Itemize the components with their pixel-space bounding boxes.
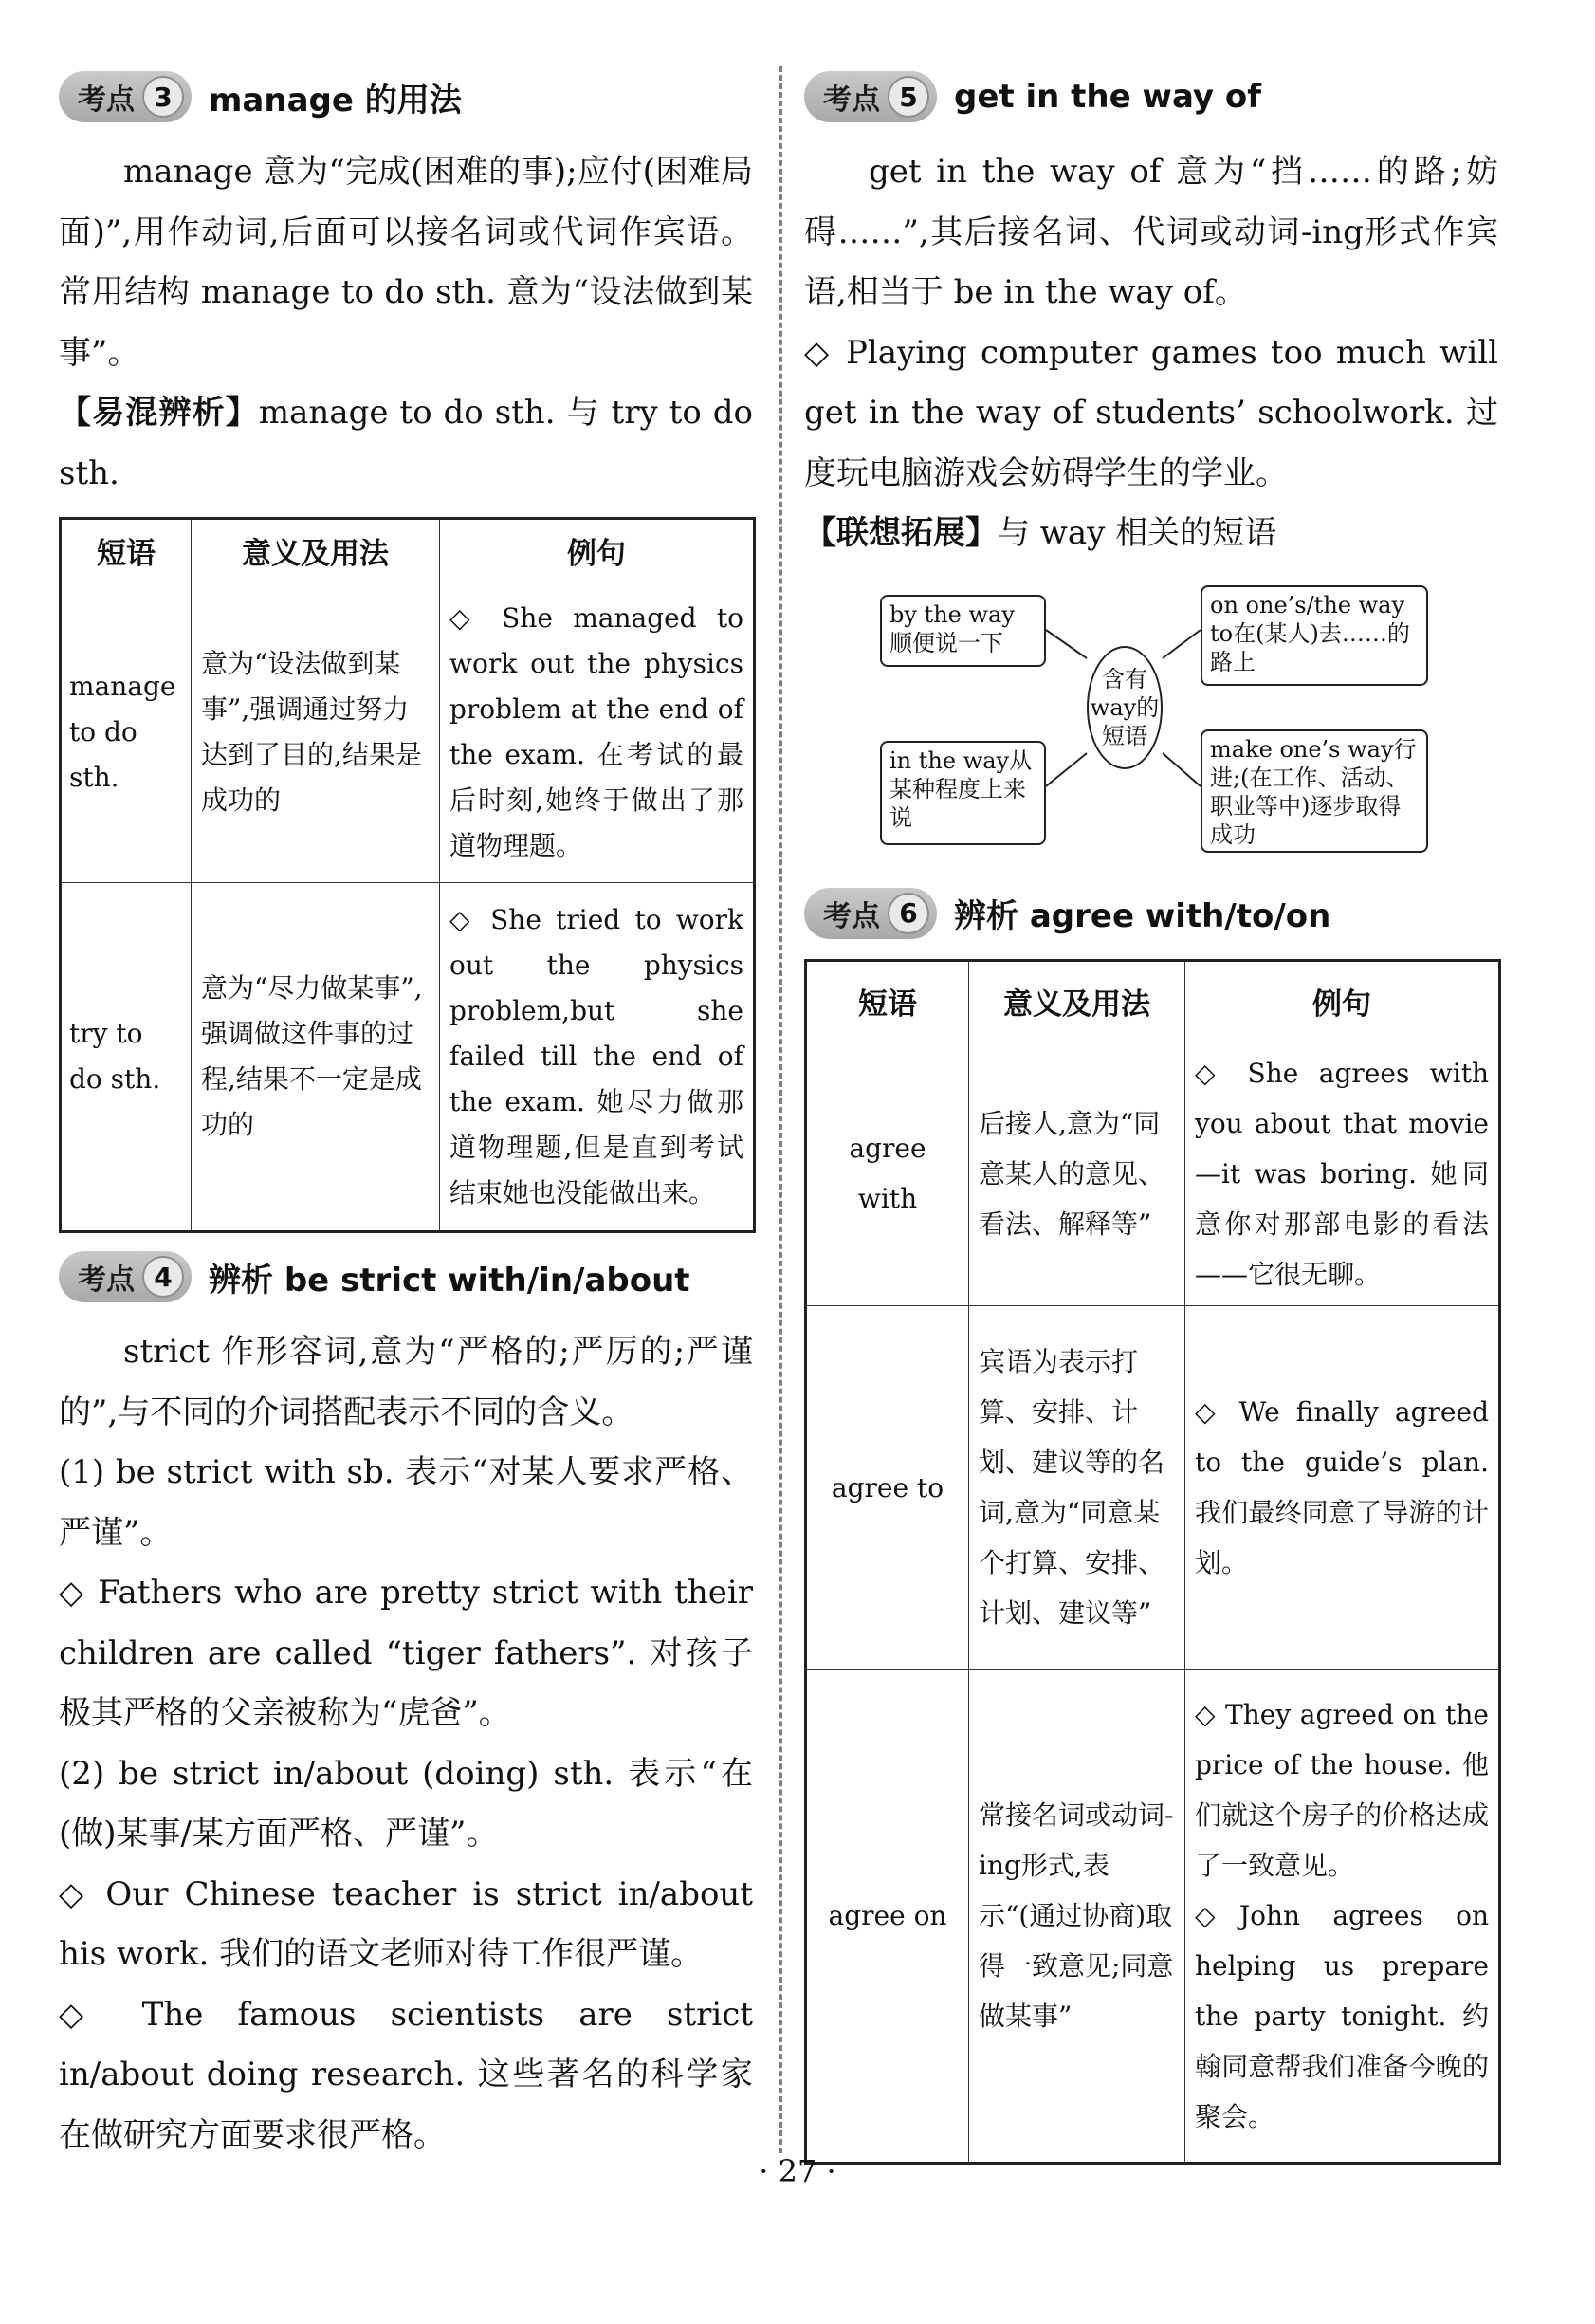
way-phrases-mindmap [804, 578, 1498, 862]
kd4-intro: strict 作形容词,意为“严格的;严厉的;严谨的”,与不同的介词搭配表示不同的含义。 [59, 1333, 753, 1431]
kd5-badge-number: 5 [888, 76, 929, 118]
kd5-badge-label: 考点 [823, 83, 880, 117]
kd4-example-2: ◇ Our Chinese teacher is strict in/about his work. 我们的语文老师对待工作很严谨。 [59, 1874, 753, 1973]
kd6-title: 辨析 agree with/to/on [954, 897, 1331, 935]
kd6-table [804, 959, 1501, 2165]
kd5-heading [804, 66, 1498, 127]
example-cell: ◇ She tried to work out the physics problem,but she failed till the end of the exam. 她尽力做那道物理题,但是直到考试结束她也没能做出来。 [440, 883, 755, 1232]
mindmap-node-on-the-way-to: on one’s/the way to在(某人)去……的路上 [1201, 585, 1428, 686]
meaning-cell: 意为“尽力做某事”,强调做这件事的过程,结果不一定是成功的 [192, 883, 440, 1232]
kd5-note-text: 与 way 相关的短语 [998, 514, 1277, 552]
kd4-example-1: ◇ Fathers who are pretty strict with their children are called “tiger fathers”. 对孩子极其严格的父亲被称为“虎爸”。 [59, 1574, 753, 1732]
kd3-note-label: 【易混辨析】 [59, 394, 259, 432]
phrase-cell: agree on [806, 1669, 969, 2163]
kd3-body: manage 意为“完成(困难的事);应付(困难局面)”,用作动词,后面可以接名词或代词作宾语。常用结构 manage to do sth. 意为“设法做到某事”。 [59, 153, 753, 372]
kd6-badge-number: 6 [888, 893, 929, 934]
meaning-cell: 意为“设法做到某事”,强调通过努力达到了目的,结果是成功的 [192, 581, 440, 883]
connector-1 [1046, 630, 1087, 658]
kd4-heading [59, 1246, 753, 1307]
table-row [806, 1305, 1500, 1669]
kd3-badge-number: 3 [142, 76, 184, 118]
kd3-table [59, 517, 756, 1233]
kd4-badge-label: 考点 [78, 1263, 135, 1297]
kd3-title: manage 的用法 [209, 81, 462, 120]
kd6-th-phrase: 短语 [806, 960, 969, 1042]
right-column [804, 66, 1498, 2165]
kd5-note [804, 504, 1498, 564]
phrase-cell: manage to do sth. [61, 581, 192, 883]
kd4-point-2: (2) be strict in/about (doing) sth. 表示“在(做)某事/某方面严格、严谨”。 [59, 1754, 753, 1853]
kd6-badge-label: 考点 [823, 899, 880, 933]
mindmap-node-make-ones-way: make one’s way行进;(在工作、活动、职业等中)逐步取得成功 [1201, 729, 1428, 853]
kd5-body: get in the way of 意为“挡……的路;妨碍……”,其后接名词、代词或动词-ing形式作宾语,相当于 be in the way of。 [804, 153, 1498, 311]
kd3-badge [59, 71, 192, 122]
phrase-cell: agree with [806, 1042, 969, 1305]
kd5-badge [804, 71, 937, 122]
kd6-th-example: 例句 [1185, 960, 1500, 1042]
example-cell: ◇ She managed to work out the physics problem at the end of the exam. 在考试的最后时刻,她终于做出了那道物理题。 [440, 581, 755, 883]
example-cell [1185, 1669, 1500, 2163]
kd5-title: get in the way of [954, 78, 1261, 116]
kd3-th-example: 例句 [440, 519, 755, 581]
kd6-badge [804, 888, 937, 939]
mindmap-node-in-the-way: in the way从某种程度上来说 [880, 741, 1046, 845]
connector-3 [1046, 753, 1087, 786]
mindmap-center: 含有way的短语 [1087, 646, 1163, 769]
kd5-example: ◇ Playing computer games too much will get in the way of students’ schoolwork. 过度玩电脑游戏会妨碍学生的学业。 [804, 333, 1498, 492]
kd4-title: 辨析 be strict with/in/about [209, 1261, 690, 1300]
table-row [806, 1669, 1500, 2163]
kd3-note-text: manage to do sth. 与 try to do sth. [59, 394, 753, 492]
column-divider [779, 66, 782, 2153]
kd4-example-3: ◇ The famous scientists are strict in/about doing research. 这些著名的科学家在做研究方面要求很严格。 [59, 1995, 753, 2154]
mindmap-node-by-the-way: by the way顺便说一下 [880, 595, 1046, 667]
meaning-cell: 常接名词或动词-ing形式,表示“(通过协商)取得一致意见;同意做某事” [969, 1669, 1185, 2163]
phrase-cell: agree to [806, 1305, 969, 1669]
table-row [61, 883, 755, 1232]
connector-4 [1163, 753, 1201, 786]
table-row [806, 1042, 1500, 1305]
example-line: ◇ They agreed on the price of the house. 他们就这个房子的价格达成了一致意见。 [1195, 1699, 1489, 1881]
page-number: · 27 · [759, 2153, 836, 2189]
meaning-cell: 后接人,意为“同意某人的意见、看法、解释等” [969, 1042, 1185, 1305]
left-column [59, 66, 753, 2166]
example-cell: ◇ She agrees with you about that movie—it was boring. 她同意你对那部电影的看法——它很无聊。 [1185, 1042, 1500, 1305]
meaning-cell: 宾语为表示打算、安排、计划、建议等的名词,意为“同意某个打算、安排、计划、建议等” [969, 1305, 1185, 1669]
kd6-heading [804, 883, 1498, 944]
table-row [61, 581, 755, 883]
kd4-point-1: (1) be strict with sb. 表示“对某人要求严格、严谨”。 [59, 1453, 753, 1552]
kd4-badge [59, 1251, 192, 1302]
kd3-th-meaning: 意义及用法 [192, 519, 440, 581]
kd3-note [59, 383, 753, 504]
kd3-heading [59, 66, 753, 127]
example-cell: ◇ We finally agreed to the guide’s plan. 我们最终同意了导游的计划。 [1185, 1305, 1500, 1669]
kd5-note-label: 【联想拓展】 [804, 514, 998, 552]
connector-2 [1163, 630, 1201, 658]
kd3-th-phrase: 短语 [61, 519, 192, 581]
kd3-badge-label: 考点 [78, 83, 135, 117]
kd6-th-meaning: 意义及用法 [969, 960, 1185, 1042]
kd6-table-header [806, 960, 1500, 1042]
kd3-table-header [61, 519, 755, 581]
phrase-cell: try to do sth. [61, 883, 192, 1232]
example-line: ◇John agrees on helping us prepare the party tonight. 约翰同意帮我们准备今晚的聚会。 [1195, 1900, 1489, 2132]
kd4-badge-number: 4 [142, 1256, 184, 1298]
